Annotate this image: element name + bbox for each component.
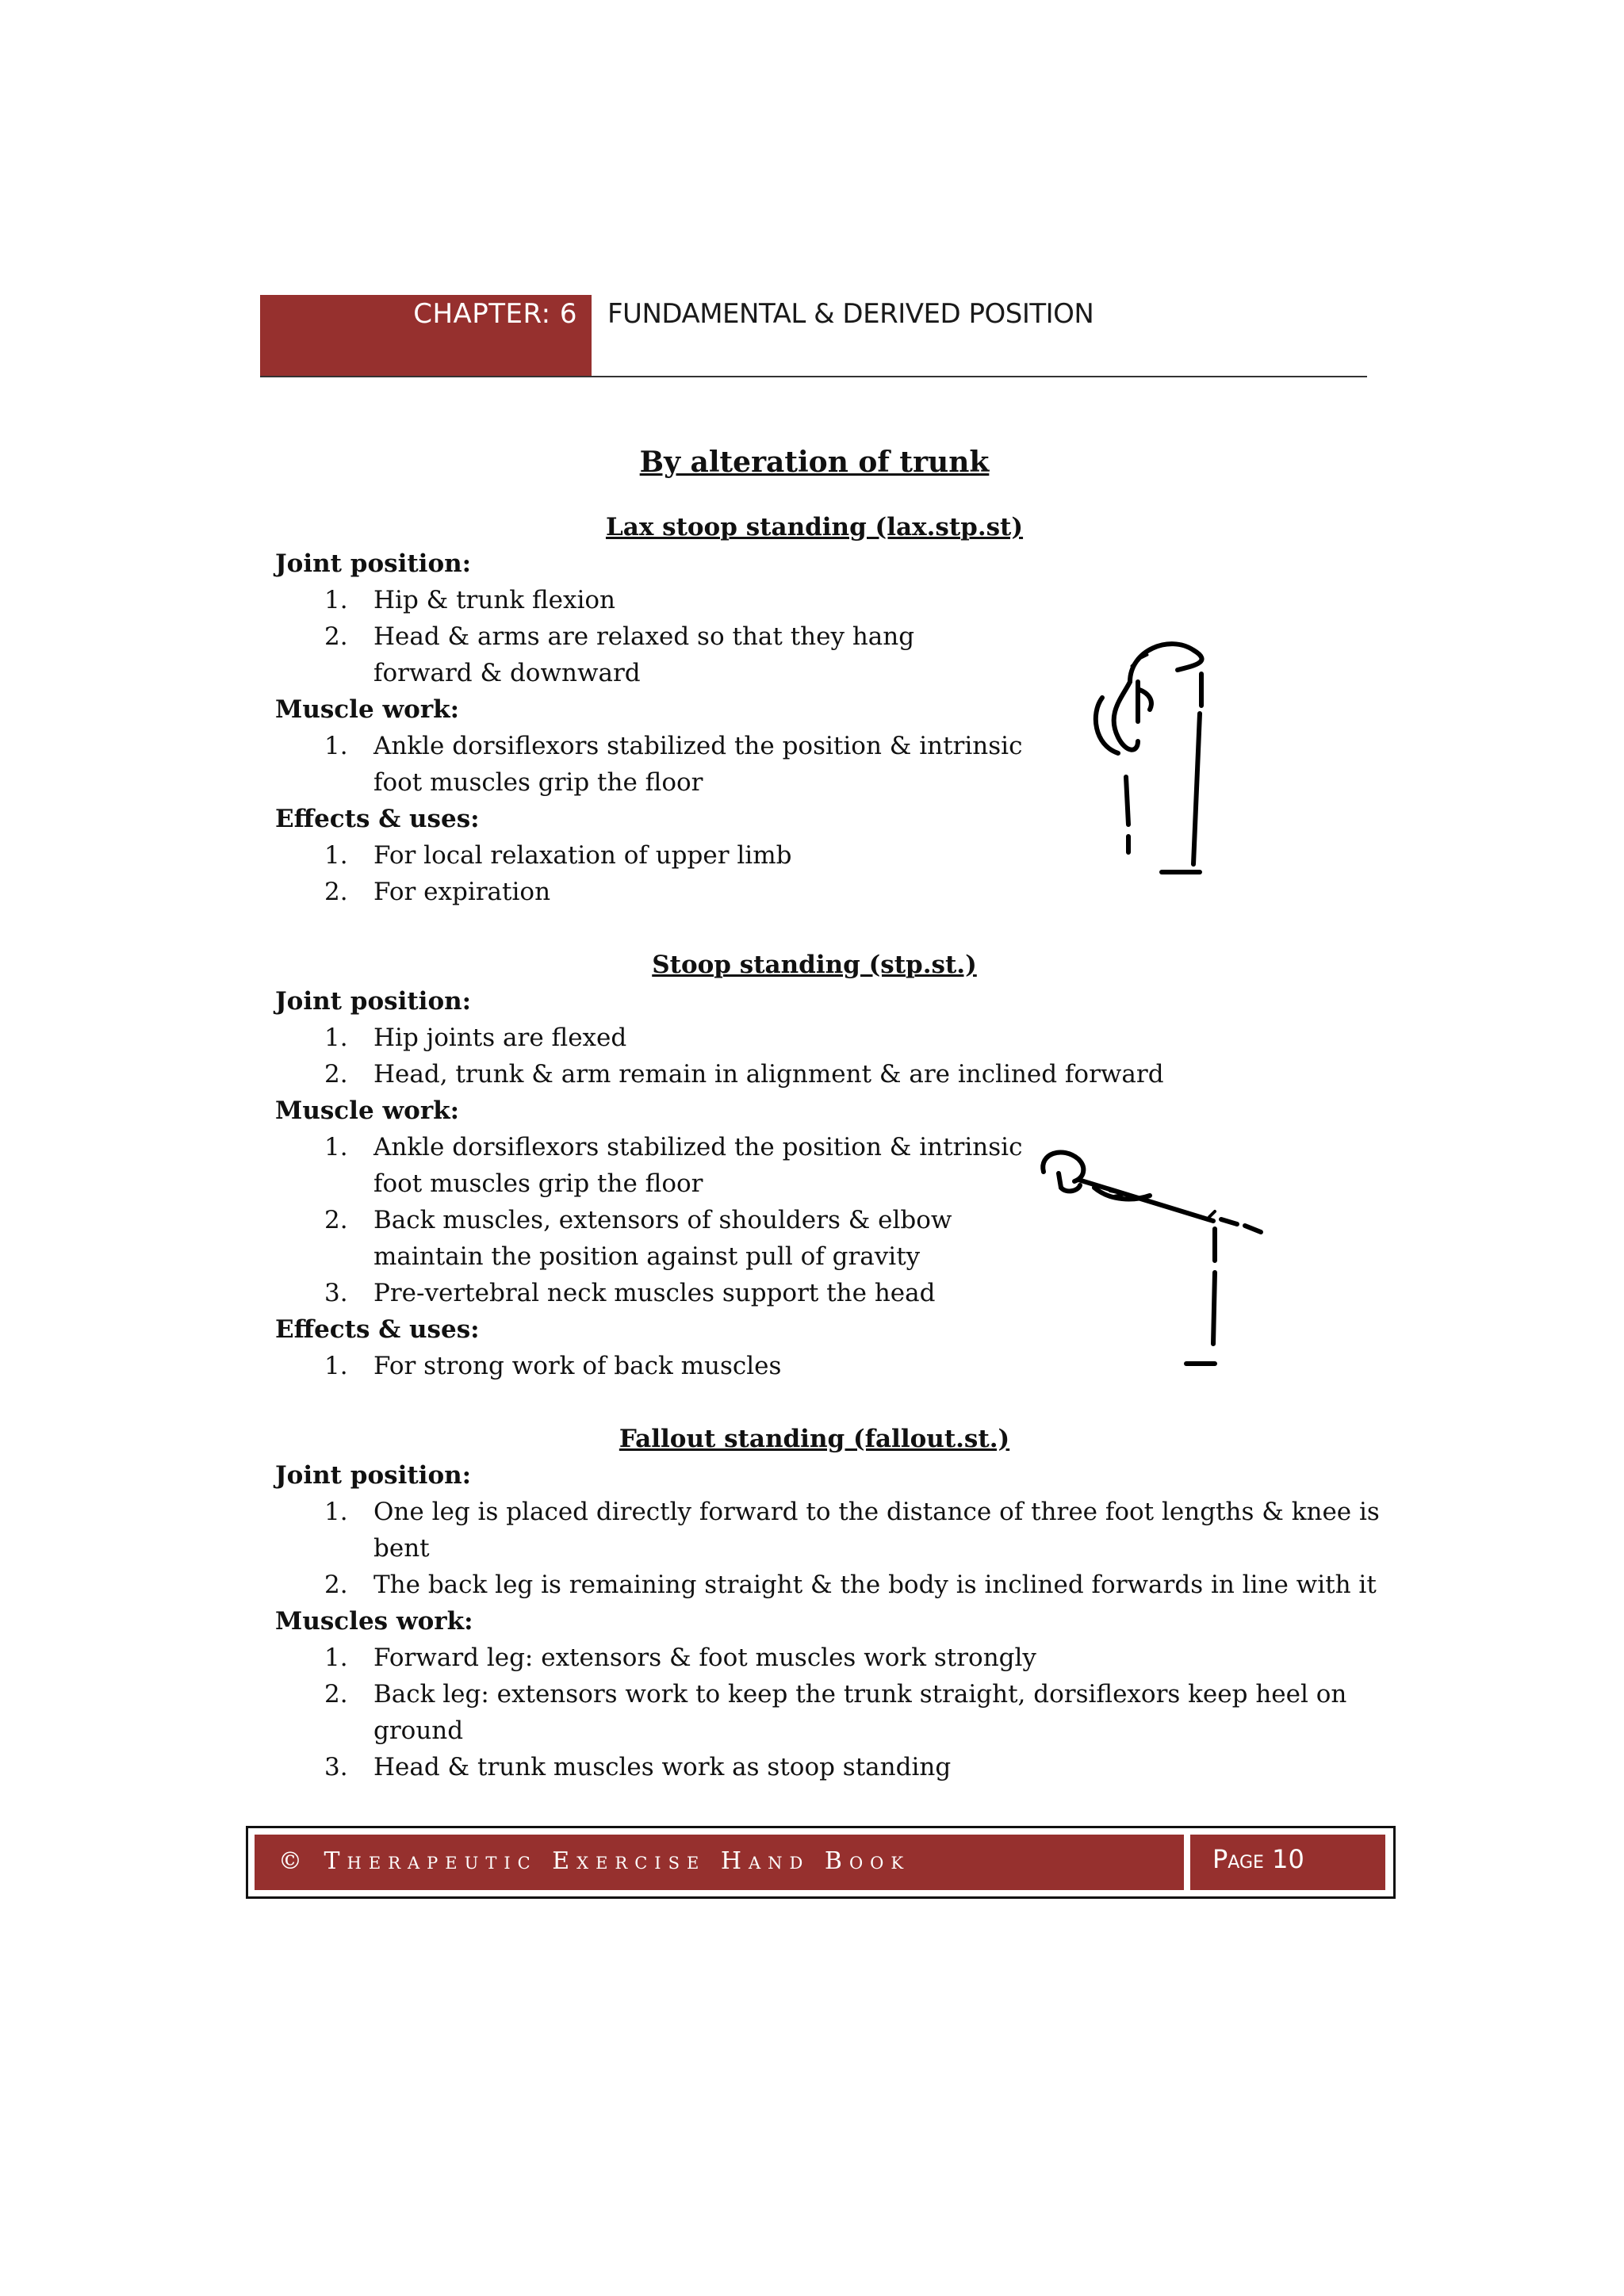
group-label: Muscles work:: [275, 1607, 473, 1636]
list-item: 1. Forward leg: extensors & foot muscles work strongly: [324, 1644, 1036, 1672]
copyright-icon: ©: [278, 1847, 309, 1875]
list-item: 2. The back leg is remaining straight & the body is inclined forwards in line with it: [324, 1571, 1377, 1599]
stoop-standing-figure: [1031, 1142, 1269, 1372]
list-item: 1. Hip & trunk flexion: [324, 586, 615, 614]
group-label: Joint position:: [275, 1461, 472, 1490]
group-label: Joint position:: [275, 549, 472, 578]
list-item: 2. Back leg: extensors work to keep the trunk straight, dorsiflexors keep heel on ground: [324, 1680, 1347, 1745]
item-list: [275, 1020, 1385, 1093]
list-item: 1. For local relaxation of upper limb: [324, 841, 792, 870]
list-item: 2. Head & arms are relaxed so that they hang forward & downward: [324, 622, 915, 687]
page-number: Page 10: [1212, 1844, 1304, 1874]
list-item: 1. Ankle dorsiflexors stabilized the position & intrinsic foot muscles grip the floor: [324, 732, 1023, 797]
group-label: Joint position:: [275, 987, 472, 1016]
list-item: 1. For strong work of back muscles: [324, 1352, 782, 1380]
section-fallout-standing: [275, 1421, 1385, 1785]
list-item: 1. One leg is placed directly forward to the distance of three foot lengths & knee is bent: [324, 1498, 1380, 1563]
item-list: [275, 1640, 1385, 1785]
footer-bar: [246, 1826, 1396, 1899]
list-item: 3. Pre-vertebral neck muscles support the head: [324, 1279, 936, 1307]
lax-stoop-standing-figure: [1082, 634, 1225, 888]
chapter-title: FUNDAMENTAL & DERIVED POSITION: [607, 298, 1094, 330]
group-label: Muscle work:: [275, 695, 460, 724]
list-item: 1. Hip joints are flexed: [324, 1024, 627, 1052]
section-title: Fallout standing (fallout.st.): [619, 1425, 1010, 1453]
list-item: 2. Back muscles, extensors of shoulders & elbow maintain the position against pull of gravity: [324, 1206, 952, 1271]
group-label: Effects & uses:: [275, 805, 480, 833]
group-label: Effects & uses:: [275, 1315, 480, 1344]
list-item: 1. Ankle dorsiflexors stabilized the position & intrinsic foot muscles grip the floor: [324, 1133, 1023, 1198]
main-heading: By alteration of trunk: [639, 446, 990, 479]
footer-title-box: [255, 1835, 1184, 1890]
section-title: Lax stoop standing (lax.stp.st): [605, 513, 1024, 541]
list-item: 3. Head & trunk muscles work as stoop standing: [324, 1753, 952, 1781]
chapter-label: CHAPTER: 6: [413, 298, 577, 330]
header-rule: [260, 376, 1367, 377]
section-title: Stoop standing (stp.st.): [652, 951, 977, 979]
list-item: 2. For expiration: [324, 878, 551, 906]
group-label: Muscle work:: [275, 1096, 460, 1125]
item-list: [275, 1494, 1385, 1603]
list-item: 2. Head, trunk & arm remain in alignment & are inclined forward: [324, 1060, 1164, 1089]
footer-book-title: © Therapeutic Exercise Hand Book: [278, 1847, 911, 1875]
footer-page-box: [1190, 1835, 1385, 1890]
